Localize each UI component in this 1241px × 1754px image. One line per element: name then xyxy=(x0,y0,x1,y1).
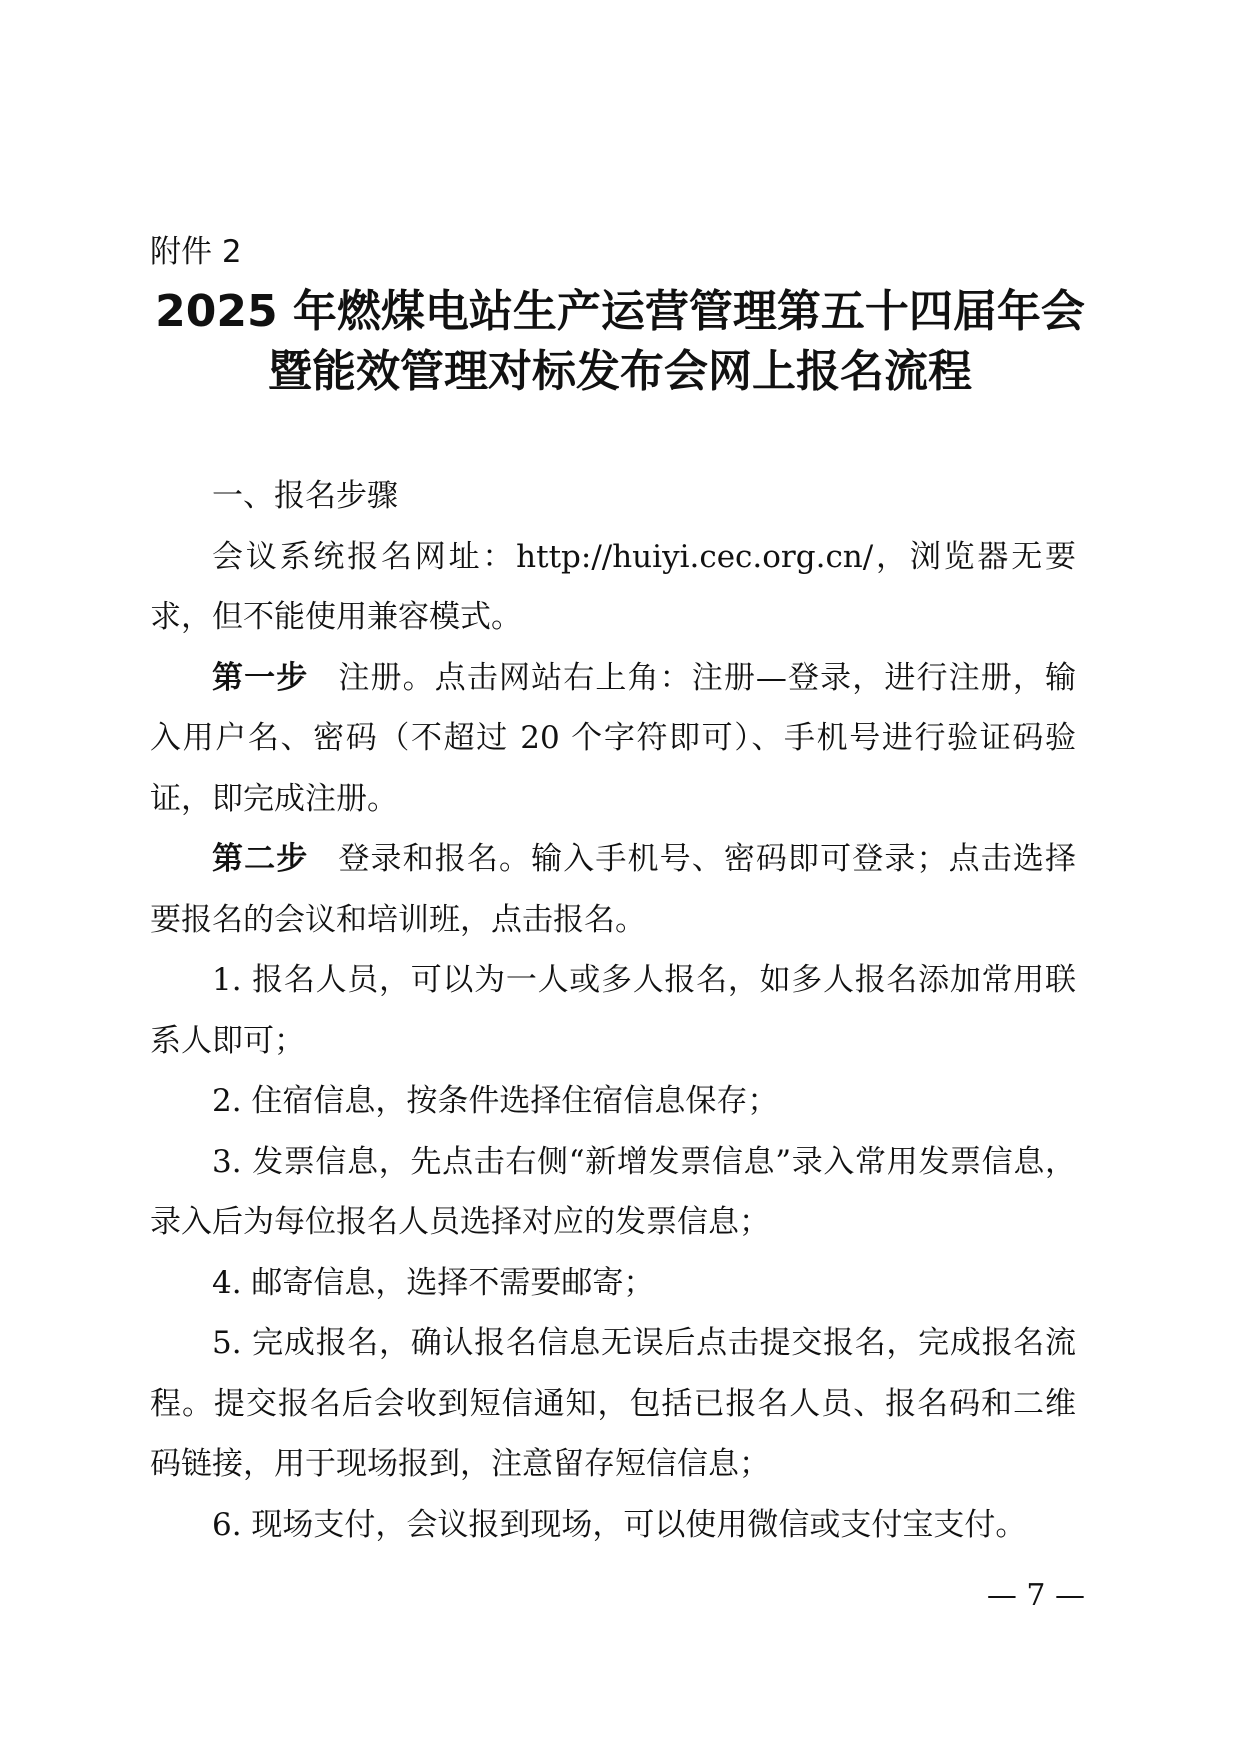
document-title-line-2: 暨能效管理对标发布会网上报名流程 xyxy=(268,346,972,397)
list-item: 2. 住宿信息，按条件选择住宿信息保存； xyxy=(212,1083,779,1119)
step2-text: 登录和报名。输入手机号、密码即可登录；点击选择要报名的会议和培训班，点击报名。 xyxy=(150,841,1077,938)
step1-label: 第一步 xyxy=(212,659,309,696)
list-item: 3. 发票信息，先点击右侧“新增发票信息”录入常用发票信息，录入后为每位报名人员选择对应的发票信息； xyxy=(150,1143,1076,1240)
document-title-line-1: 2025 年燃煤电站生产运营管理第五十四届年会 xyxy=(155,286,1085,337)
list-item: 5. 完成报名，确认报名信息无误后点击提交报名，完成报名流程。提交报名后会收到短信通知，包括已报名人员、报名码和二维码链接，用于现场报到，注意留存短信信息； xyxy=(150,1325,1076,1482)
section-heading: 一、报名步骤 xyxy=(212,478,398,514)
list-item: 4. 邮寄信息，选择不需要邮寄； xyxy=(212,1264,655,1301)
page-number: — 7 — xyxy=(986,1578,1085,1613)
step2-paragraph xyxy=(150,829,1076,950)
document-body xyxy=(150,466,1076,1555)
list-item: 1. 报名人员，可以为一人或多人报名，如多人报名添加常用联系人即可； xyxy=(150,962,1076,1059)
intro-paragraph: 会议系统报名网址：http://huiyi.cec.org.cn/，浏览器无要求，但不能使用兼容模式。 xyxy=(150,538,1076,635)
step2-label: 第二步 xyxy=(212,841,309,877)
step1-text: 注册。点击网站右上角：注册—登录，进行注册，输入用户名、密码（不超过 20 个字符即可）、手机号进行验证码验证，即完成注册。 xyxy=(150,659,1077,817)
list-item: 6. 现场支付，会议报到现场，可以使用微信或支付宝支付。 xyxy=(212,1506,1027,1543)
step1-paragraph xyxy=(150,648,1076,830)
attachment-label: 附件 2 xyxy=(150,234,242,270)
